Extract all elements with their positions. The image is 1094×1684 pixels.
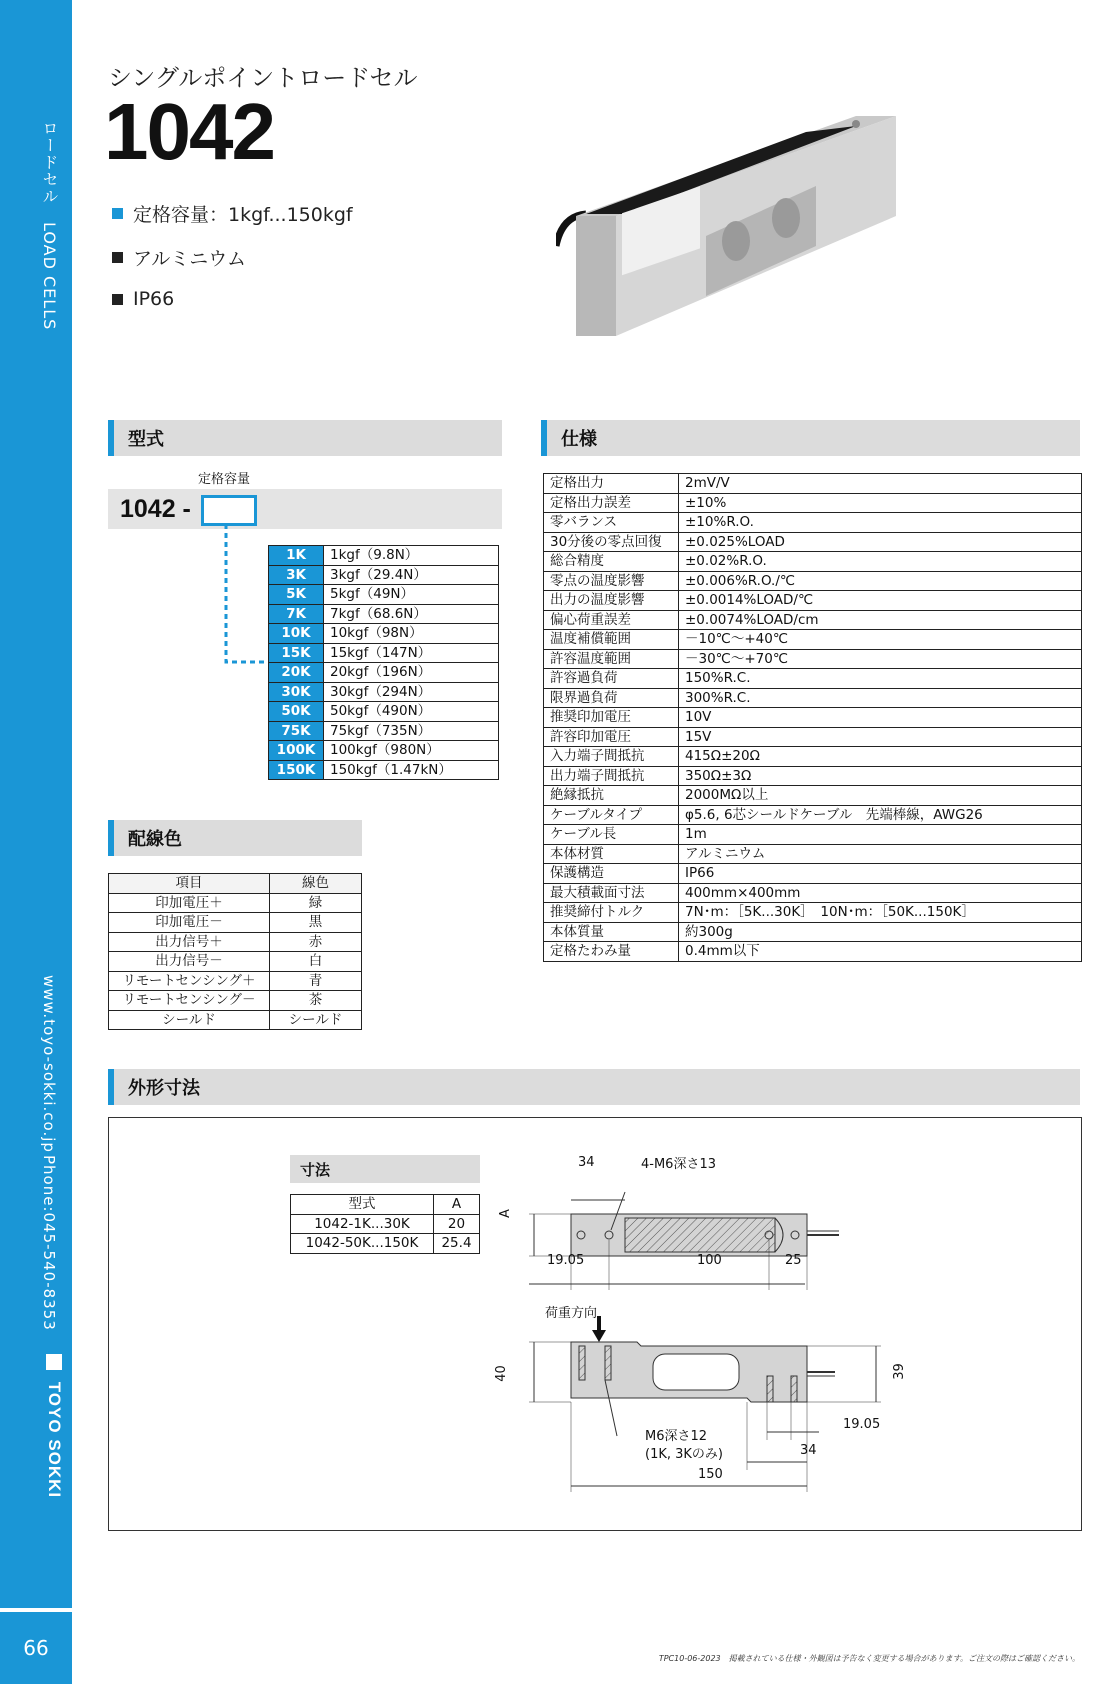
table-row bbox=[544, 669, 1082, 689]
table-cell: 最大積載面寸法 bbox=[544, 883, 679, 903]
table-cell: 本体質量 bbox=[544, 922, 679, 942]
model-code-bar: 1042 - bbox=[108, 489, 502, 529]
table-cell: 許容印加電圧 bbox=[544, 727, 679, 747]
spec-section-header: 仕様 bbox=[541, 420, 1080, 456]
wiring-table: 項目 線色 印加電圧＋ 緑 印加電圧－ 黒 出力信号＋ 赤 出力信号－ 白 リモートセンシング＋ 青 リモートセンシング－ 茶 シールド シールド bbox=[108, 873, 362, 1030]
table-cell: φ5.6, 6芯シールドケーブル 先端棒線，AWG26 bbox=[679, 805, 1082, 825]
table-row bbox=[544, 825, 1082, 845]
table-row bbox=[544, 727, 1082, 747]
table-cell: リモートセンシング－ bbox=[109, 991, 270, 1011]
table-row bbox=[269, 565, 499, 585]
dim-label: 40 bbox=[493, 1365, 509, 1382]
table-cell: 1m bbox=[679, 825, 1082, 845]
table-cell: 許容過負荷 bbox=[544, 669, 679, 689]
table-row bbox=[544, 649, 1082, 669]
table-row bbox=[544, 493, 1082, 513]
table-cell: 出力端子間抵抗 bbox=[544, 766, 679, 786]
table-cell: 印加電圧－ bbox=[109, 913, 270, 933]
table-cell: 入力端子間抵抗 bbox=[544, 747, 679, 767]
table-cell: ±10%R.O. bbox=[679, 513, 1082, 533]
table-cell: 30分後の零点回復 bbox=[544, 532, 679, 552]
table-cell: 3kgf（29.4N） bbox=[324, 565, 499, 585]
table-cell: 推奨締付トルク bbox=[544, 903, 679, 923]
table-cell: 5kgf（49N） bbox=[324, 585, 499, 605]
wiring-section-header: 配線色 bbox=[108, 820, 362, 856]
table-cell: ±10% bbox=[679, 493, 1082, 513]
table-cell: 限界過負荷 bbox=[544, 688, 679, 708]
table-cell: 温度補償範囲 bbox=[544, 630, 679, 650]
table-cell: 150K bbox=[269, 760, 324, 780]
sidebar bbox=[0, 0, 72, 1608]
table-row bbox=[109, 893, 362, 913]
table-row bbox=[544, 552, 1082, 572]
table-cell: 75K bbox=[269, 721, 324, 741]
table-cell: ±0.006%R.O./℃ bbox=[679, 571, 1082, 591]
table-cell: 2mV/V bbox=[679, 474, 1082, 494]
table-cell: 定格たわみ量 bbox=[544, 942, 679, 962]
capacity-code-box bbox=[201, 495, 257, 526]
table-row bbox=[269, 546, 499, 566]
spec-table bbox=[543, 473, 1082, 962]
table-cell: 1042-1K...30K bbox=[291, 1214, 434, 1234]
table-row bbox=[544, 474, 1082, 494]
feature-item: アルミニウム bbox=[112, 244, 353, 271]
table-cell: 3K bbox=[269, 565, 324, 585]
table-cell: 1042-50K...150K bbox=[291, 1234, 434, 1254]
table-cell: 許容温度範囲 bbox=[544, 649, 679, 669]
table-row bbox=[544, 610, 1082, 630]
table-cell: 出力信号－ bbox=[109, 952, 270, 972]
table-row bbox=[544, 903, 1082, 923]
table-cell: 150kgf（1.47kN） bbox=[324, 760, 499, 780]
table-cell: 1kgf（9.8N） bbox=[324, 546, 499, 566]
table-cell: 黒 bbox=[270, 913, 362, 933]
table-row bbox=[544, 942, 1082, 962]
table-cell: 零点の温度影響 bbox=[544, 571, 679, 591]
table-row bbox=[544, 513, 1082, 533]
table-cell: アルミニウム bbox=[679, 844, 1082, 864]
table-row bbox=[544, 688, 1082, 708]
table-cell: 青 bbox=[270, 971, 362, 991]
load-direction-label: 荷重方向 bbox=[545, 1306, 598, 1321]
table-row bbox=[291, 1214, 480, 1234]
dim-label: 19.05 bbox=[547, 1253, 585, 1268]
table-cell: シールド bbox=[109, 1010, 270, 1030]
sidebar-website[interactable]: www.toyo-sokki.co.jp bbox=[40, 975, 58, 1153]
table-row bbox=[269, 604, 499, 624]
capacity-connector-line bbox=[220, 524, 270, 664]
table-cell: 2000MΩ以上 bbox=[679, 786, 1082, 806]
table-cell: 15V bbox=[679, 727, 1082, 747]
table-cell: 零バランス bbox=[544, 513, 679, 533]
table-cell: 出力の温度影響 bbox=[544, 591, 679, 611]
dimension-table-header: 寸法 bbox=[290, 1155, 480, 1183]
table-cell: 75kgf（735N） bbox=[324, 721, 499, 741]
table-row bbox=[109, 971, 362, 991]
table-row bbox=[544, 883, 1082, 903]
table-cell: 偏心荷重誤差 bbox=[544, 610, 679, 630]
capacity-table bbox=[268, 545, 499, 780]
table-row bbox=[544, 766, 1082, 786]
table-cell: ±0.0074%LOAD/cm bbox=[679, 610, 1082, 630]
table-cell: 15K bbox=[269, 643, 324, 663]
table-row bbox=[269, 643, 499, 663]
table-cell: 緑 bbox=[270, 893, 362, 913]
table-cell: －10℃～+40℃ bbox=[679, 630, 1082, 650]
table-row bbox=[269, 721, 499, 741]
sidebar-phone: Phone:045-540-8353 bbox=[40, 1155, 58, 1331]
table-cell: 400mm×400mm bbox=[679, 883, 1082, 903]
table-row bbox=[109, 1010, 362, 1030]
table-row bbox=[269, 741, 499, 761]
table-cell: ケーブルタイプ bbox=[544, 805, 679, 825]
table-row bbox=[269, 624, 499, 644]
table-cell: 7K bbox=[269, 604, 324, 624]
table-row bbox=[269, 663, 499, 683]
table-cell: 25.4 bbox=[434, 1234, 480, 1254]
dim-label: 25 bbox=[785, 1253, 802, 1268]
table-cell: 白 bbox=[270, 952, 362, 972]
table-cell: 定格出力 bbox=[544, 474, 679, 494]
table-row bbox=[544, 571, 1082, 591]
dim-label: 34 bbox=[578, 1155, 595, 1170]
table-row bbox=[544, 805, 1082, 825]
table-row bbox=[544, 786, 1082, 806]
hole-note: 4-M6深さ13 bbox=[641, 1157, 716, 1172]
table-cell: ±0.025%LOAD bbox=[679, 532, 1082, 552]
table-cell: 7N･m：［5K...30K］ 10N･m：［50K...150K］ bbox=[679, 903, 1082, 923]
table-cell: 1K bbox=[269, 546, 324, 566]
brand-logo: TOYO SOKKI bbox=[44, 1354, 64, 1498]
table-cell: 300%R.C. bbox=[679, 688, 1082, 708]
sidebar-category: ロードセル LOAD CELLS bbox=[40, 120, 59, 331]
table-cell: リモートセンシング＋ bbox=[109, 971, 270, 991]
hole-note: M6深さ12 bbox=[645, 1429, 708, 1444]
table-row bbox=[269, 585, 499, 605]
table-cell: 5K bbox=[269, 585, 324, 605]
table-cell: 保護構造 bbox=[544, 864, 679, 884]
table-cell: 7kgf（68.6N） bbox=[324, 604, 499, 624]
table-cell: 約300g bbox=[679, 922, 1082, 942]
table-cell: 30kgf（294N） bbox=[324, 682, 499, 702]
table-row bbox=[109, 952, 362, 972]
table-row bbox=[544, 708, 1082, 728]
table-cell: 印加電圧＋ bbox=[109, 893, 270, 913]
dim-label: 100 bbox=[697, 1253, 722, 1268]
table-cell: 茶 bbox=[270, 991, 362, 1011]
table-cell: 出力信号＋ bbox=[109, 932, 270, 952]
hole-note: (1K, 3Kのみ) bbox=[645, 1447, 724, 1462]
feature-list bbox=[112, 200, 353, 327]
table-cell: 20K bbox=[269, 663, 324, 683]
feature-item: IP66 bbox=[112, 288, 353, 310]
dim-label: 39 bbox=[891, 1363, 907, 1380]
table-cell: 定格出力誤差 bbox=[544, 493, 679, 513]
product-subtitle: シングルポイントロードセル bbox=[108, 64, 418, 92]
table-cell: 20 bbox=[434, 1214, 480, 1234]
table-row bbox=[544, 922, 1082, 942]
table-cell: 50kgf（490N） bbox=[324, 702, 499, 722]
capacity-label: 定格容量 bbox=[198, 472, 251, 487]
table-cell: 絶縁抵抗 bbox=[544, 786, 679, 806]
footer-note: TPC10-06-2023 掲載されている仕様・外観図は予告なく変更する場合があります。ご注文の際はご確認ください。 bbox=[658, 1654, 1080, 1663]
table-cell: 10K bbox=[269, 624, 324, 644]
table-cell: 総合精度 bbox=[544, 552, 679, 572]
table-cell: 50K bbox=[269, 702, 324, 722]
dim-label: 34 bbox=[800, 1443, 817, 1458]
table-row bbox=[109, 913, 362, 933]
dim-label: 150 bbox=[698, 1467, 723, 1482]
table-cell: 100K bbox=[269, 741, 324, 761]
table-cell: 本体材質 bbox=[544, 844, 679, 864]
dim-label: A bbox=[497, 1209, 513, 1218]
table-cell: IP66 bbox=[679, 864, 1082, 884]
table-row bbox=[544, 532, 1082, 552]
feature-item: 定格容量：1kgf...150kgf bbox=[112, 200, 353, 227]
table-row bbox=[544, 630, 1082, 650]
table-cell: ケーブル長 bbox=[544, 825, 679, 845]
model-section-header: 型式 bbox=[108, 420, 502, 456]
table-cell: ±0.0014%LOAD/℃ bbox=[679, 591, 1082, 611]
dimension-drawing bbox=[529, 1140, 989, 1520]
table-row bbox=[269, 682, 499, 702]
table-cell: 10kgf（98N） bbox=[324, 624, 499, 644]
table-row bbox=[544, 591, 1082, 611]
load-cell-photo bbox=[556, 96, 930, 346]
dim-label: 19.05 bbox=[843, 1417, 881, 1432]
dimension-section-header: 外形寸法 bbox=[108, 1069, 1080, 1105]
table-cell: 10V bbox=[679, 708, 1082, 728]
table-cell: 100kgf（980N） bbox=[324, 741, 499, 761]
table-row bbox=[269, 702, 499, 722]
table-cell: －30℃～+70℃ bbox=[679, 649, 1082, 669]
table-cell: シールド bbox=[270, 1010, 362, 1030]
table-cell: 赤 bbox=[270, 932, 362, 952]
table-row bbox=[291, 1234, 480, 1254]
table-cell: 15kgf（147N） bbox=[324, 643, 499, 663]
table-cell: 20kgf（196N） bbox=[324, 663, 499, 683]
dimension-table: 型式 A 1042-1K...30K 20 1042-50K...150K 25.4 bbox=[290, 1194, 480, 1254]
table-cell: 30K bbox=[269, 682, 324, 702]
table-row bbox=[544, 864, 1082, 884]
table-cell: 推奨印加電圧 bbox=[544, 708, 679, 728]
table-cell: 350Ω±3Ω bbox=[679, 766, 1082, 786]
dimension-drawing-area bbox=[108, 1117, 1082, 1531]
table-row bbox=[109, 932, 362, 952]
table-row bbox=[269, 760, 499, 780]
table-cell: ±0.02%R.O. bbox=[679, 552, 1082, 572]
page-number: 66 bbox=[0, 1612, 72, 1684]
table-cell: 150%R.C. bbox=[679, 669, 1082, 689]
table-row bbox=[544, 844, 1082, 864]
table-cell: 0.4mm以下 bbox=[679, 942, 1082, 962]
table-row bbox=[544, 747, 1082, 767]
table-cell: 415Ω±20Ω bbox=[679, 747, 1082, 767]
table-row bbox=[109, 991, 362, 1011]
product-model: 1042 bbox=[104, 87, 274, 176]
